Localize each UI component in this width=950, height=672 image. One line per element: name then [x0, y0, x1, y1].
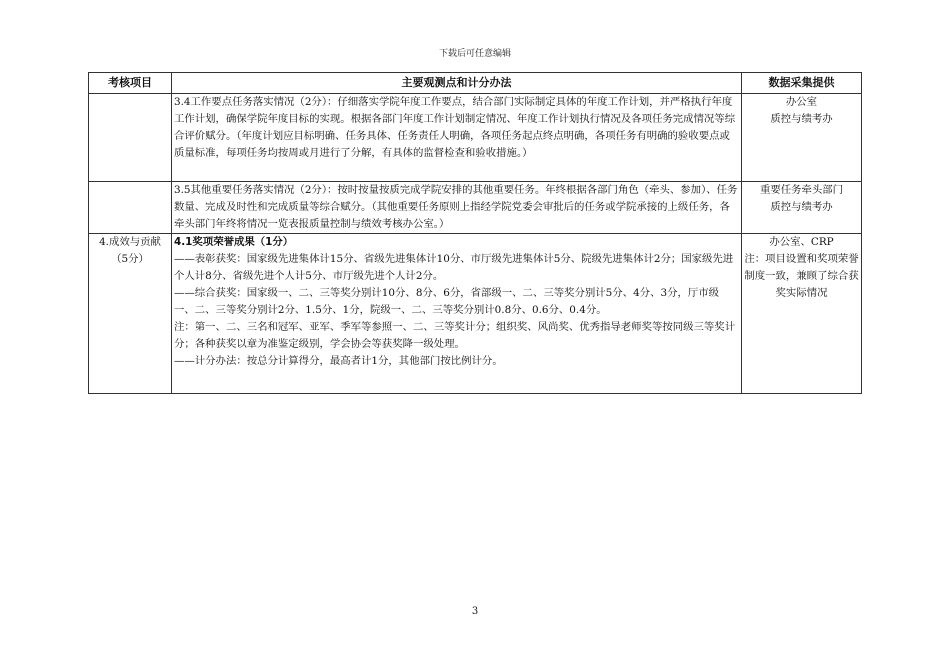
source-line: 质控与绩考办: [770, 113, 833, 125]
content-paragraph: ——计分办法：按总分计算得分，最高者计1分，其他部门按比例计分。: [174, 355, 503, 367]
row-item-cell: [89, 182, 172, 234]
content-paragraph: ——综合获奖：国家级一、二、三等奖分别计10分、8分、6分，省部级一、二、三等奖分别计5分、4分、3分，厅市级一、二、三等奖分别计2分、1.5分、1分，院级一、二、三等奖分别计0.8分、0.6分、0.4分。: [174, 287, 720, 316]
table-row: [89, 94, 862, 182]
table-row: [89, 182, 862, 234]
row-source-cell: [742, 234, 862, 394]
page-number: 3: [471, 606, 479, 617]
row-item-cell: [89, 234, 172, 394]
row-source-cell: [742, 94, 862, 182]
content-paragraph: 注：第一、二、三名和冠军、亚军、季军等参照一、二、三等奖计分；组织奖、风尚奖、优秀指导老师奖等按同级三等奖计分；各种获奖以章为准鉴定级别，学会协会等获奖降一级处理。: [174, 321, 736, 350]
content-paragraph: 3.5其他重要任务落实情况（2分）：按时按量按质完成学院安排的其他重要任务。年终根据各部门角色（牵头、参加）、任务数量、完成及时性和完成质量等综合赋分。（其他重要任务原则上指经学院党委会审批后的任务或学院承接的上级任务，各牵头部门年终将情况一览表报质量控制与绩效考核办公室。）: [174, 184, 738, 230]
assessment-table: [88, 72, 862, 394]
source-line: 办公室: [785, 96, 818, 108]
source-line: 办公室、CRP: [769, 236, 834, 248]
row-source-cell: [742, 182, 862, 234]
row-content-cell: [172, 234, 742, 394]
content-paragraph: ——表彰获奖：国家级先进集体计15分、省级先进集体计10分、市厅级先进集体计5分、院级先进集体计2分；国家级先进个人计8分、省级先进个人计5分、市厅级先进个人计2分。: [174, 253, 734, 282]
source-note: 注：项目设置和奖项荣誉制度一致，兼顾了综合获奖实际情况: [744, 253, 859, 299]
row-content-cell: [172, 182, 742, 234]
column-header-source: 数据采集提供: [742, 73, 862, 94]
source-line: 重要任务牵头部门: [759, 184, 844, 196]
content-paragraph: 3.4工作要点任务落实情况（2分）：仔细落实学院年度工作要点，结合部门实际制定具体的年度工作计划，并严格执行年度工作计划，确保学院年度目标的实现。根据各部门年度工作计划制定情况、年度工作计划执行情况及各项任务完成情况等综合评价赋分。（年度计划应目标明确、任务具体、任务责任人明确，各项任务起点终点明确，各项任务有明确的验收要点或质量标准，每项任务均按周或月进行了分解，有具体的监督检查和验收措施。）: [174, 96, 736, 159]
table-header-row: [89, 73, 862, 94]
row-content-cell: [172, 94, 742, 182]
column-header-content: 主要观测点和计分办法: [172, 73, 742, 94]
table-row: [89, 234, 862, 394]
header-note: 下载后可任意编辑: [438, 49, 511, 59]
item-score: （5分）: [111, 253, 149, 265]
column-header-item: 考核项目: [89, 73, 172, 94]
section-title: 4.1奖项荣誉成果（1分）: [174, 236, 294, 248]
source-line: 质控与绩考办: [770, 201, 833, 213]
row-item-cell: [89, 94, 172, 182]
item-name: 4.成效与贡献: [99, 236, 161, 248]
